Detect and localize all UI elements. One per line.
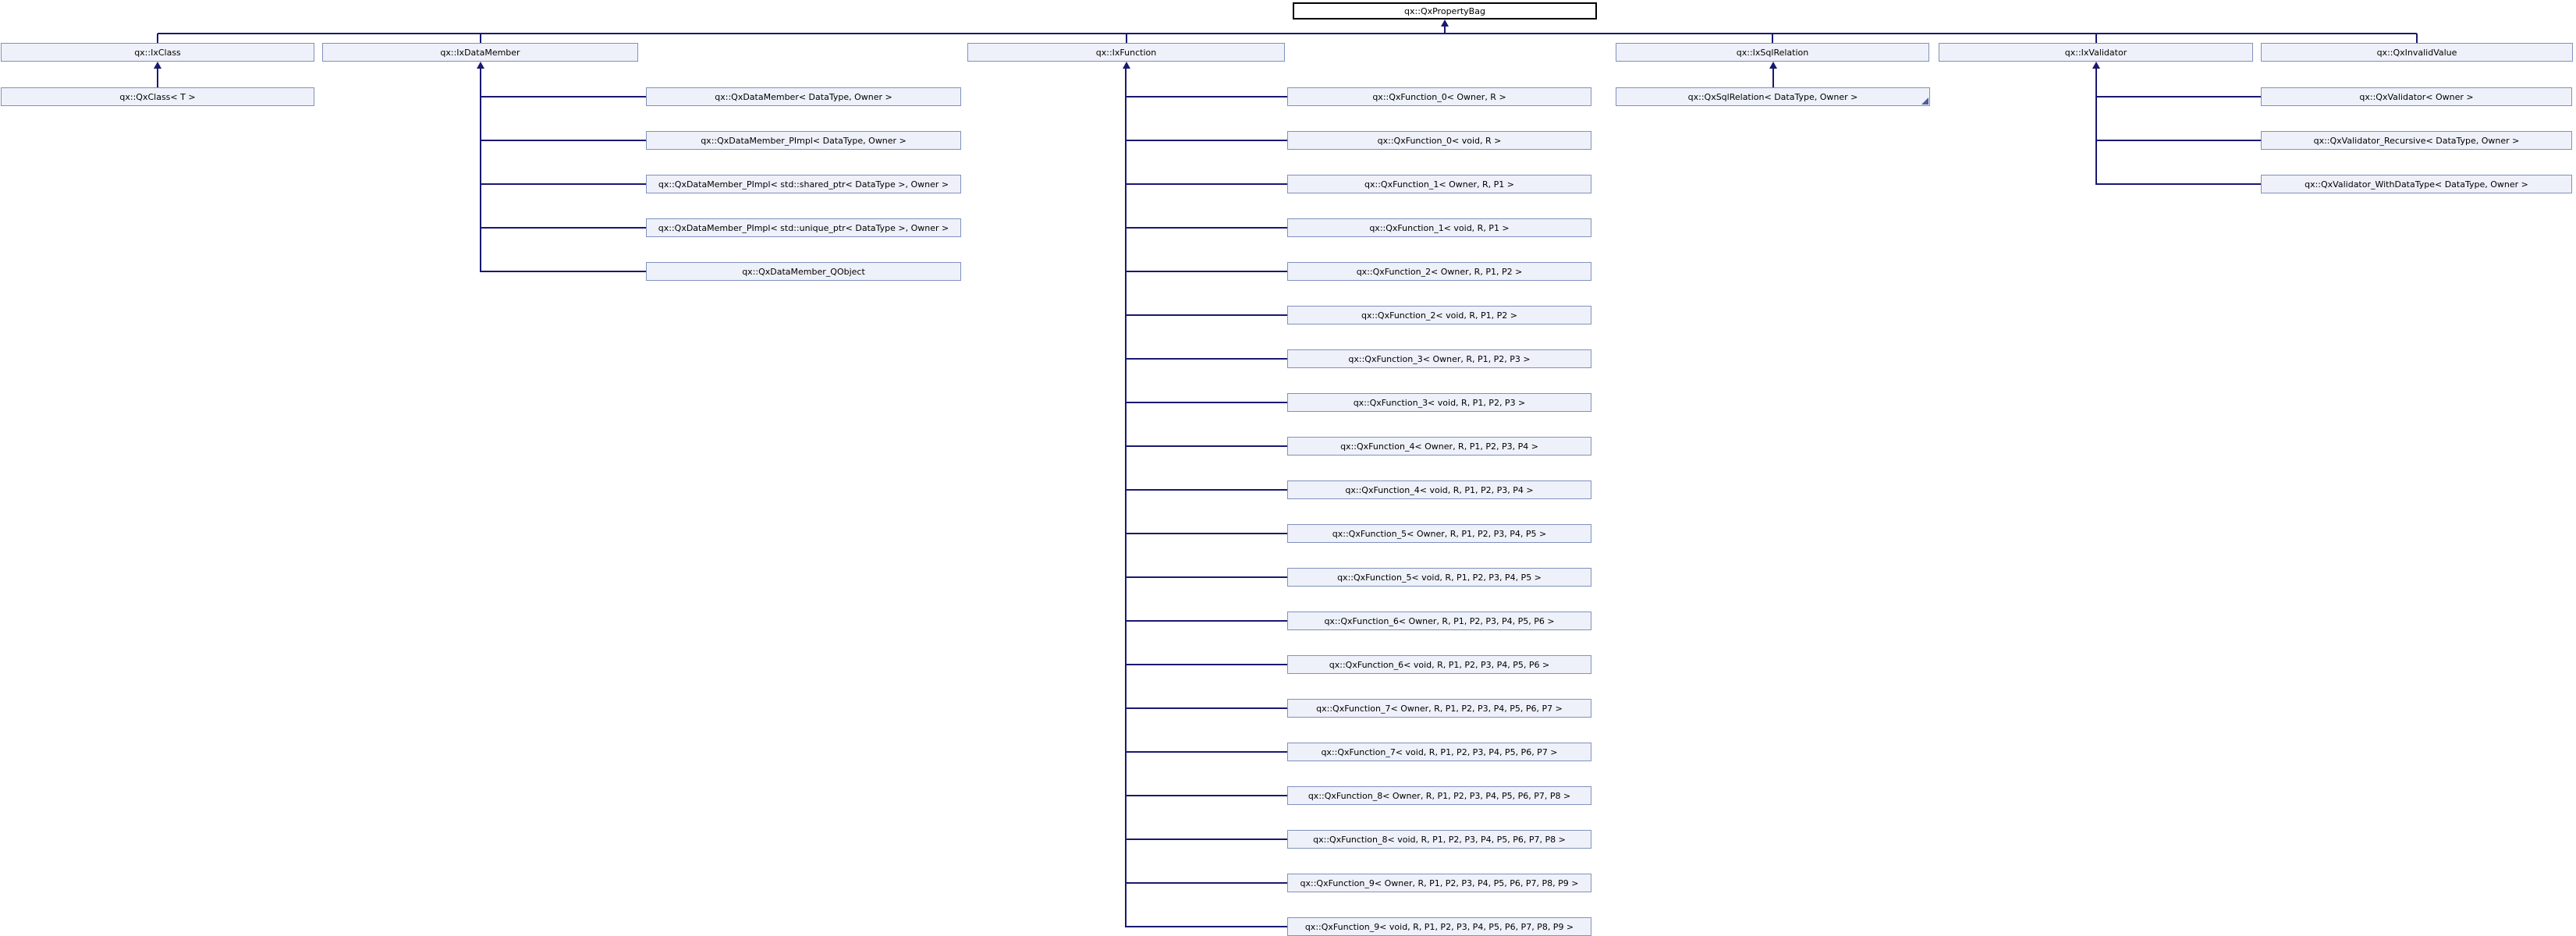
inheritance-edge <box>1126 445 1287 447</box>
node-qx-qxfunction-0-void-r[interactable]: qx::QxFunction_0< void, R > <box>1287 131 1591 150</box>
node-qx-qxfunction-2-void-r-p1-p2[interactable]: qx::QxFunction_2< void, R, P1, P2 > <box>1287 306 1591 324</box>
inheritance-edge <box>2096 140 2261 141</box>
node-qx-qxfunction-6-void-r-p1-p2-p3-p4-p5-p6[interactable]: qx::QxFunction_6< void, R, P1, P2, P3, P4, P5, P6 > <box>1287 655 1591 674</box>
node-qx-qxfunction-5-void-r-p1-p2-p3-p4-p5[interactable]: qx::QxFunction_5< void, R, P1, P2, P3, P4, P5 > <box>1287 568 1591 587</box>
node-qx-qxfunction-4-owner-r-p1-p2-p3-p4[interactable]: qx::QxFunction_4< Owner, R, P1, P2, P3, P4 > <box>1287 437 1591 456</box>
inheritance-edge <box>1126 620 1287 622</box>
inheritance-edge <box>2095 34 2097 43</box>
inheritance-edge <box>1126 34 1127 43</box>
node-qx-qxfunction-7-owner-r-p1-p2-p3-p4-p5-p6-p7[interactable]: qx::QxFunction_7< Owner, R, P1, P2, P3, P4, P5, P6, P7 > <box>1287 699 1591 718</box>
node-qx-qxinvalidvalue[interactable]: qx::QxInvalidValue <box>2261 43 2573 62</box>
inheritance-edge <box>1772 34 1773 43</box>
inheritance-edge <box>2095 69 2097 185</box>
inheritance-edge <box>1126 707 1287 709</box>
inheritance-edge <box>158 33 2417 34</box>
node-qx-qxfunction-4-void-r-p1-p2-p3-p4[interactable]: qx::QxFunction_4< void, R, P1, P2, P3, P4 > <box>1287 480 1591 499</box>
inheritance-edge <box>1126 533 1287 534</box>
node-qx-qxsqlrelation-datatype-owner[interactable]: qx::QxSqlRelation< DataType, Owner > <box>1616 87 1930 106</box>
node-qx-qxfunction-5-owner-r-p1-p2-p3-p4-p5[interactable]: qx::QxFunction_5< Owner, R, P1, P2, P3, P4, P5 > <box>1287 524 1591 543</box>
node-qx-qxvalidator-owner[interactable]: qx::QxValidator< Owner > <box>2261 87 2572 106</box>
node-qx-qxdatamember-pimpl-datatype-owner[interactable]: qx::QxDataMember_PImpl< DataType, Owner > <box>646 131 961 150</box>
inheritance-edge <box>480 34 481 43</box>
node-qx-qxfunction-9-void-r-p1-p2-p3-p4-p5-p6-p7-p8-p9[interactable]: qx::QxFunction_9< void, R, P1, P2, P3, P4, P5, P6, P7, P8, P9 > <box>1287 917 1591 936</box>
inheritance-edge <box>1126 271 1287 272</box>
node-qx-qxfunction-0-owner-r[interactable]: qx::QxFunction_0< Owner, R > <box>1287 87 1591 106</box>
arrowhead-up-icon <box>477 62 484 69</box>
inheritance-edge <box>1126 664 1287 665</box>
inheritance-edge <box>1126 795 1287 796</box>
node-qx-qxfunction-3-owner-r-p1-p2-p3[interactable]: qx::QxFunction_3< Owner, R, P1, P2, P3 > <box>1287 349 1591 368</box>
arrowhead-up-icon <box>1441 20 1449 27</box>
inheritance-edge <box>1125 69 1127 927</box>
inheritance-edge <box>1126 576 1287 578</box>
node-qx-qxfunction-8-owner-r-p1-p2-p3-p4-p5-p6-p7-p8[interactable]: qx::QxFunction_8< Owner, R, P1, P2, P3, P4, P5, P6, P7, P8 > <box>1287 786 1591 805</box>
inheritance-edge <box>1126 358 1287 360</box>
inheritance-edge <box>2096 96 2261 98</box>
inheritance-edge <box>1126 227 1287 229</box>
inheritance-edge <box>481 96 646 98</box>
inheritance-edge <box>481 227 646 229</box>
node-qx-ixfunction[interactable]: qx::IxFunction <box>967 43 1285 62</box>
inheritance-edge <box>2416 34 2418 43</box>
inheritance-edge <box>1126 96 1287 98</box>
node-qx-qxfunction-3-void-r-p1-p2-p3[interactable]: qx::QxFunction_3< void, R, P1, P2, P3 > <box>1287 393 1591 412</box>
node-qx-ixclass[interactable]: qx::IxClass <box>1 43 314 62</box>
node-qx-qxfunction-1-owner-r-p1[interactable]: qx::QxFunction_1< Owner, R, P1 > <box>1287 175 1591 193</box>
inheritance-edge <box>1126 882 1287 884</box>
node-qx-qxfunction-6-owner-r-p1-p2-p3-p4-p5-p6[interactable]: qx::QxFunction_6< Owner, R, P1, P2, P3, P4, P5, P6 > <box>1287 612 1591 630</box>
inheritance-edge <box>1126 183 1287 185</box>
truncated-subclasses-marker-icon <box>1921 98 1928 105</box>
node-qx-qxdatamember-datatype-owner[interactable]: qx::QxDataMember< DataType, Owner > <box>646 87 961 106</box>
inheritance-edge <box>1126 838 1287 840</box>
inheritance-edge <box>2096 183 2261 185</box>
node-qx-qxfunction-9-owner-r-p1-p2-p3-p4-p5-p6-p7-p8-p9[interactable]: qx::QxFunction_9< Owner, R, P1, P2, P3, P4, P5, P6, P7, P8, P9 > <box>1287 874 1591 892</box>
node-qx-qxvalidator-withdatatype-datatype-owner[interactable]: qx::QxValidator_WithDataType< DataType, Owner > <box>2261 175 2572 193</box>
node-qx-qxdatamember-qobject[interactable]: qx::QxDataMember_QObject <box>646 262 961 281</box>
node-qx-qxfunction-2-owner-r-p1-p2[interactable]: qx::QxFunction_2< Owner, R, P1, P2 > <box>1287 262 1591 281</box>
arrowhead-up-icon <box>1123 62 1130 69</box>
inheritance-edge <box>480 69 481 272</box>
node-qx-qxvalidator-recursive-datatype-owner[interactable]: qx::QxValidator_Recursive< DataType, Owner > <box>2261 131 2572 150</box>
inheritance-edge <box>1126 402 1287 403</box>
inheritance-edge <box>1126 926 1287 927</box>
node-qx-qxdatamember-pimpl-std-unique-ptr-datatype-owner[interactable]: qx::QxDataMember_PImpl< std::unique_ptr< DataType >, Owner > <box>646 218 961 237</box>
inheritance-edge <box>1126 489 1287 491</box>
node-qx-qxclass-t[interactable]: qx::QxClass< T > <box>1 87 314 106</box>
inheritance-edge <box>1772 69 1774 87</box>
arrowhead-up-icon <box>2092 62 2100 69</box>
inheritance-edge <box>1126 751 1287 753</box>
inheritance-edge <box>481 271 646 272</box>
inheritance-edge <box>1126 314 1287 316</box>
inheritance-edge <box>1126 140 1287 141</box>
node-qx-qxfunction-7-void-r-p1-p2-p3-p4-p5-p6-p7[interactable]: qx::QxFunction_7< void, R, P1, P2, P3, P4, P5, P6, P7 > <box>1287 743 1591 761</box>
arrowhead-up-icon <box>1769 62 1777 69</box>
node-qx-qxdatamember-pimpl-std-shared-ptr-datatype-owner[interactable]: qx::QxDataMember_PImpl< std::shared_ptr< DataType >, Owner > <box>646 175 961 193</box>
node-qx-ixvalidator[interactable]: qx::IxValidator <box>1939 43 2253 62</box>
node-qx-ixsqlrelation[interactable]: qx::IxSqlRelation <box>1616 43 1929 62</box>
node-qx-qxfunction-8-void-r-p1-p2-p3-p4-p5-p6-p7-p8[interactable]: qx::QxFunction_8< void, R, P1, P2, P3, P4, P5, P6, P7, P8 > <box>1287 830 1591 849</box>
inheritance-edge <box>481 183 646 185</box>
inheritance-edge <box>157 69 158 87</box>
inheritance-edge <box>157 34 158 43</box>
arrowhead-up-icon <box>154 62 161 69</box>
node-qx-ixdatamember[interactable]: qx::IxDataMember <box>322 43 638 62</box>
node-qx-qxpropertybag: qx::QxPropertyBag <box>1293 2 1597 20</box>
inheritance-edge <box>481 140 646 141</box>
node-qx-qxfunction-1-void-r-p1[interactable]: qx::QxFunction_1< void, R, P1 > <box>1287 218 1591 237</box>
